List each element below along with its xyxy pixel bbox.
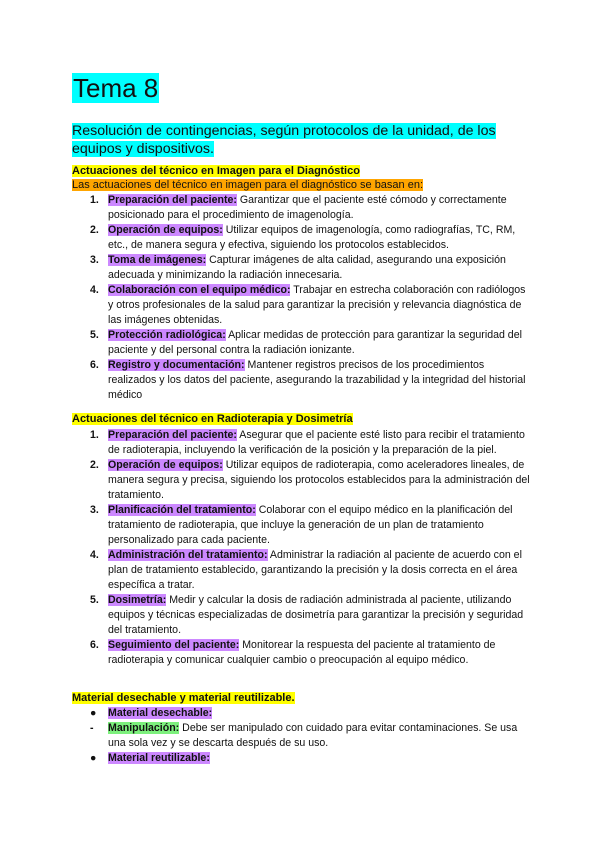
- section-heading-imagen: Actuaciones del técnico en Imagen para el Diagnóstico: [72, 165, 360, 177]
- page-title: Tema 8: [73, 73, 159, 103]
- imagen-list: [72, 193, 532, 403]
- material-list: [72, 706, 532, 766]
- list-item: 3. Toma de imágenes: Capturar imágenes de alta calidad, asegurando una exposición adecuada y minimizando la radiación innecesaria.: [90, 254, 506, 281]
- list-item: 5. Protección radiológica: Aplicar medidas de protección para garantizar la seguridad del paciente y del personal contra la radiación ionizante.: [90, 329, 522, 356]
- list-item: 2. Operación de equipos: Utilizar equipos de radioterapia, como aceleradores lineales, de manera segura y precisa, siguiendo los protocolos establecidos para la administración del tratamiento.: [90, 459, 530, 501]
- radioterapia-list: [72, 428, 532, 668]
- subtitle-text: Resolución de contingencias, según protocolos de la unidad, de los equipos y dispositivos.: [72, 123, 496, 157]
- list-item: 4. Colaboración con el equipo médico: Trabajar en estrecha colaboración con radiólogos y otros profesionales de la salud para garantizar la precisión y relevancia diagnóstica de las imágenes obtenidas.: [90, 284, 526, 326]
- section-intro: Las actuaciones del técnico en imagen para el diagnóstico se basan en:: [72, 179, 424, 191]
- list-item: 4. Administración del tratamiento: Administrar la radiación al paciente de acuerdo con el plan de tratamiento establecido, garantizando la precisión y la dosis correcta en el área específica a tratar.: [90, 549, 522, 591]
- list-item: - Manipulación: Debe ser manipulado con cuidado para evitar contaminaciones. Se usa una sola vez y se descarta después de su uso.: [90, 722, 518, 749]
- list-item: ● Material reutilizable:: [90, 752, 210, 764]
- list-item: 6. Seguimiento del paciente: Monitorear la respuesta del paciente al tratamiento de radioterapia y comunicar cualquier cambio o preocupación al equipo médico.: [90, 639, 496, 666]
- list-item: 1. Preparación del paciente: Asegurar que el paciente esté listo para recibir el tratamiento de radioterapia, incluyendo la verificación de la posición y la preparación de la piel.: [90, 429, 525, 456]
- list-item: 1. Preparación del paciente: Garantizar que el paciente esté cómodo y correctamente posicionado para el procedimiento de imagenología.: [90, 194, 507, 221]
- list-item: 6. Registro y documentación: Mantener registros precisos de los procedimientos realizados y los datos del paciente, asegurando la trazabilidad y la integridad del historial médico: [90, 359, 526, 401]
- section-heading-radioterapia: Actuaciones del técnico en Radioterapia y Dosimetría: [72, 413, 353, 425]
- list-item: 2. Operación de equipos: Utilizar equipos de imagenología, como radiografías, TC, RM, etc., de manera segura y efectiva, siguiendo los protocolos establecidos.: [90, 224, 516, 251]
- section-heading-material: Material desechable y material reutilizable.: [72, 692, 295, 704]
- list-item: 5. Dosimetría: Medir y calcular la dosis de radiación administrada al paciente, utilizando equipos y técnicas especializadas de dosimetría para garantizar la precisión y seguridad del tratamiento.: [90, 594, 524, 636]
- list-item: 3. Planificación del tratamiento: Colaborar con el equipo médico en la planificación del tratamiento de radioterapia, que incluye la generación de un plan de tratamiento personalizado para cada paciente.: [90, 504, 513, 546]
- list-item: ● Material desechable:: [90, 707, 213, 719]
- page-subtitle: [72, 122, 512, 158]
